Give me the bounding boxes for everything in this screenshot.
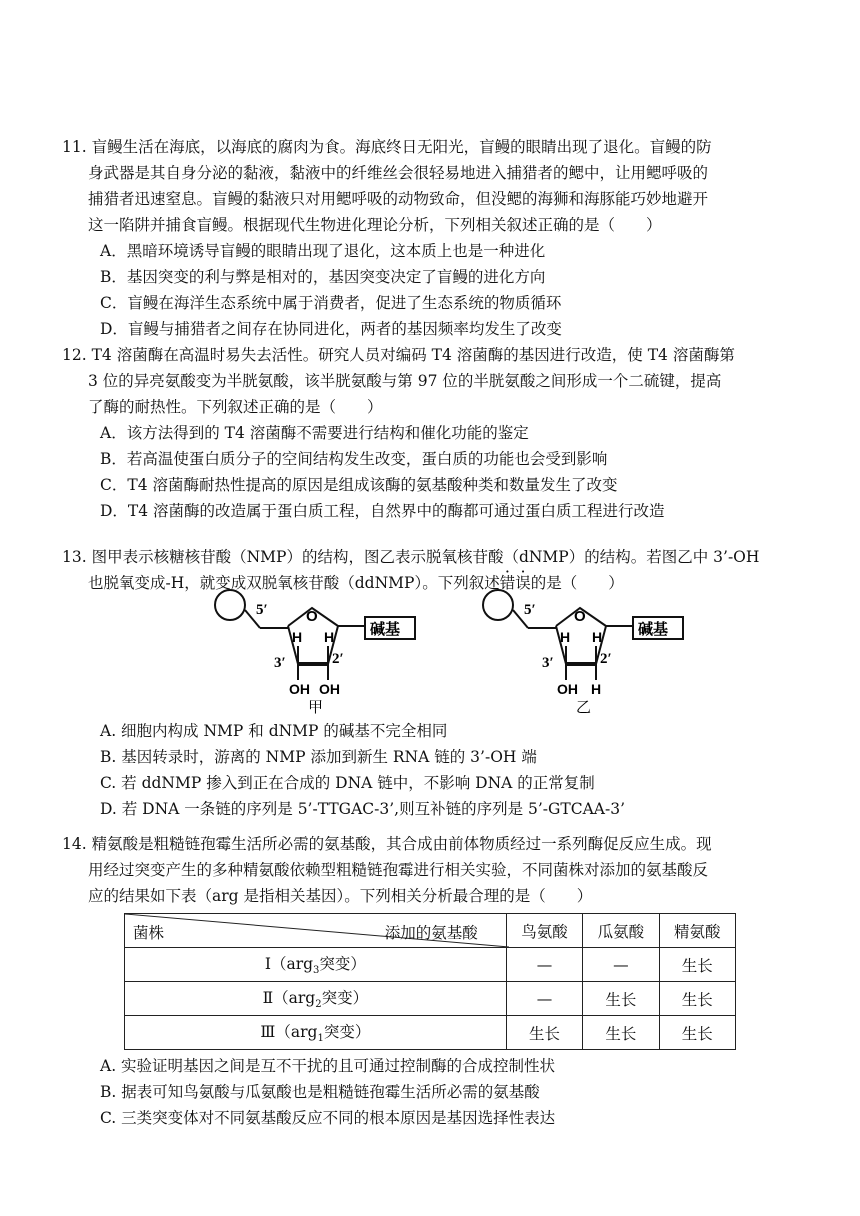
- table-cell: —: [506, 948, 582, 982]
- c2-substituent: OH: [319, 681, 340, 697]
- c3-substituent: OH: [289, 681, 310, 697]
- c3-substituent: OH: [557, 681, 578, 697]
- strain-response-table: [124, 913, 736, 1050]
- q11-stem-line-3: 捕猎者迅速窒息。盲鳗的黏液只对用鳃呼吸的动物致命，但没鳃的海狮和海豚能巧妙地避开: [88, 190, 709, 208]
- table-cell: 生长: [506, 1016, 582, 1050]
- q14-option-b: B. 据表可知鸟氨酸与瓜氨酸也是粗糙链孢霉生活所必需的氨基酸: [100, 1083, 540, 1101]
- strain-cell: [125, 948, 507, 982]
- q13-emphasis-char-1: 错: [499, 574, 516, 592]
- header-strain: 菌株: [133, 924, 165, 942]
- q13-option-b: B. 基因转录时，游离的 NMP 添加到新生 RNA 链的 3’-OH 端: [100, 748, 537, 766]
- q13-stem-text: 也脱氧变成-H，就变成双脱氧核苷酸（ddNMP）。下列叙述: [88, 574, 500, 592]
- strain-name: Ⅰ（arg: [264, 955, 314, 974]
- table-diagonal-header: [125, 914, 507, 948]
- ribonucleotide-diagram: [210, 588, 430, 714]
- strain-suffix: 突变）: [321, 989, 369, 1008]
- q11-stem-line-1: 11. 盲鳗生活在海底，以海底的腐肉为食。海底终日无阳光，盲鳗的眼睛出现了退化。盲鳗的防: [62, 138, 712, 156]
- ring-oxygen: O: [574, 608, 586, 625]
- c2-label: 2′: [332, 651, 344, 667]
- q12-option-b: B．若高温使蛋白质分子的空间结构发生改变，蛋白质的功能也会受到影响: [100, 450, 608, 468]
- q12-stem-line-2: 3 位的异亮氨酸变为半胱氨酸，该半胱氨酸与第 97 位的半胱氨酸之间形成一个二硫键，提高: [88, 372, 722, 390]
- header-added-amino-acid: 添加的氨基酸: [384, 924, 478, 942]
- table-row: [125, 1016, 736, 1050]
- q11-option-b: B．基因突变的利与弊是相对的，基因突变决定了盲鳗的进化方向: [100, 268, 546, 286]
- ring-oxygen: O: [306, 608, 318, 625]
- table-cell: 生长: [583, 982, 659, 1016]
- q11-stem-line-2: 身武器是其自身分泌的黏液，黏液中的纤维丝会很轻易地进入捕猎者的鳃中，让用鳃呼吸的: [88, 164, 709, 182]
- strain-subscript: 1: [317, 1033, 324, 1045]
- q13-stem-tail: 的是（ ）: [530, 574, 624, 592]
- q11-stem-line-4: 这一陷阱并捕食盲鳗。根据现代生物进化理论分析，下列相关叙述正确的是（ ）: [88, 216, 662, 234]
- table-cell: —: [583, 948, 659, 982]
- column-header: 鸟氨酸: [506, 914, 582, 948]
- strain-subscript: 3: [313, 965, 320, 977]
- strain-cell: [125, 1016, 507, 1050]
- strain-name: Ⅱ（arg: [262, 989, 316, 1008]
- column-header: 精氨酸: [659, 914, 735, 948]
- c3-label: 3′: [274, 655, 286, 671]
- table-row: [125, 982, 736, 1016]
- q14-stem-line-2: 用经过突变产生的多种精氨酸依赖型粗糙链孢霉进行相关实验，不同菌株对添加的氨基酸反: [88, 861, 709, 879]
- h-left: H: [292, 629, 303, 645]
- deoxyribonucleotide-diagram: [478, 588, 698, 714]
- q13-option-c: C. 若 ddNMP 掺入到正在合成的 DNA 链中，不影响 DNA 的正常复制: [100, 774, 595, 792]
- table-cell: 生长: [583, 1016, 659, 1050]
- strain-cell: [125, 982, 507, 1016]
- q11-option-a: A．黑暗环境诱导盲鳗的眼睛出现了退化，这本质上也是一种进化: [100, 242, 546, 260]
- q14-stem-line-3: 应的结果如下表（arg 是指相关基因）。下列相关分析最合理的是（ ）: [88, 887, 593, 905]
- q12-stem-line-3: 了酶的耐热性。下列叙述正确的是（ ）: [88, 398, 383, 416]
- table-cell: 生长: [659, 982, 735, 1016]
- table-cell: 生长: [659, 1016, 735, 1050]
- base-label: 碱基: [638, 620, 669, 638]
- c5-label: 5′: [256, 602, 268, 618]
- q13-stem-line-1: 13. 图甲表示核糖核苷酸（NMP）的结构，图乙表示脱氧核苷酸（dNMP）的结构。若图乙中 3’-OH: [62, 548, 760, 566]
- q13-emphasis-char-2: 误: [515, 574, 531, 592]
- c5-label: 5′: [524, 602, 536, 618]
- table-header-row: [125, 914, 736, 948]
- q13-option-d: D. 若 DNA 一条链的序列是 5’-TTGAC-3’,则互补链的序列是 5’-GTCAA-3’: [100, 800, 626, 818]
- diagram-caption: 甲: [308, 698, 324, 714]
- strain-subscript: 2: [315, 999, 322, 1011]
- q14-option-c: C. 三类突变体对不同氨基酸反应不同的根本原因是基因选择性表达: [100, 1109, 556, 1127]
- q11-option-c: C．盲鳗在海洋生态系统中属于消费者，促进了生态系统的物质循环: [100, 294, 562, 312]
- q13-option-a: A. 细胞内构成 NMP 和 dNMP 的碱基不完全相同: [100, 722, 448, 740]
- strain-suffix: 突变）: [319, 955, 366, 974]
- q12-option-c: C．T4 溶菌酶耐热性提高的原因是组成该酶的氨基酸种类和数量发生了改变: [100, 476, 618, 494]
- q14-stem-line-1: 14. 精氨酸是粗糙链孢霉生活所必需的氨基酸，其合成由前体物质经过一系列酶促反应生成。现: [62, 835, 712, 853]
- q11-option-d: D．盲鳗与捕猎者之间存在协同进化，两者的基因频率均发生了改变: [100, 320, 562, 338]
- strain-name: Ⅲ（arg: [260, 1023, 318, 1042]
- column-header: 瓜氨酸: [583, 914, 659, 948]
- diagram-caption: 乙: [576, 698, 592, 714]
- h-right: H: [324, 629, 335, 645]
- q12-option-a: A．该方法得到的 T4 溶菌酶不需要进行结构和催化功能的鉴定: [100, 424, 529, 442]
- table-cell: —: [506, 982, 582, 1016]
- h-left: H: [560, 629, 571, 645]
- c3-label: 3′: [542, 655, 554, 671]
- c2-label: 2′: [600, 651, 612, 667]
- q12-stem-line-1: 12. T4 溶菌酶在高温时易失去活性。研究人员对编码 T4 溶菌酶的基因进行改造，使 T4 溶菌酶第: [62, 346, 735, 364]
- c2-substituent: H: [591, 681, 602, 697]
- base-label: 碱基: [370, 620, 401, 638]
- q12-option-d: D．T4 溶菌酶的改造属于蛋白质工程，自然界中的酶都可通过蛋白质工程进行改造: [100, 502, 665, 520]
- h-right: H: [592, 629, 603, 645]
- phosphate-circle: [483, 590, 513, 620]
- strain-suffix: 突变）: [323, 1023, 371, 1042]
- q14-option-a: A. 实验证明基因之间是互不干扰的且可通过控制酶的合成控制性状: [100, 1057, 556, 1075]
- table-cell: 生长: [659, 948, 735, 982]
- table-row: [125, 948, 736, 982]
- phosphate-circle: [215, 590, 245, 620]
